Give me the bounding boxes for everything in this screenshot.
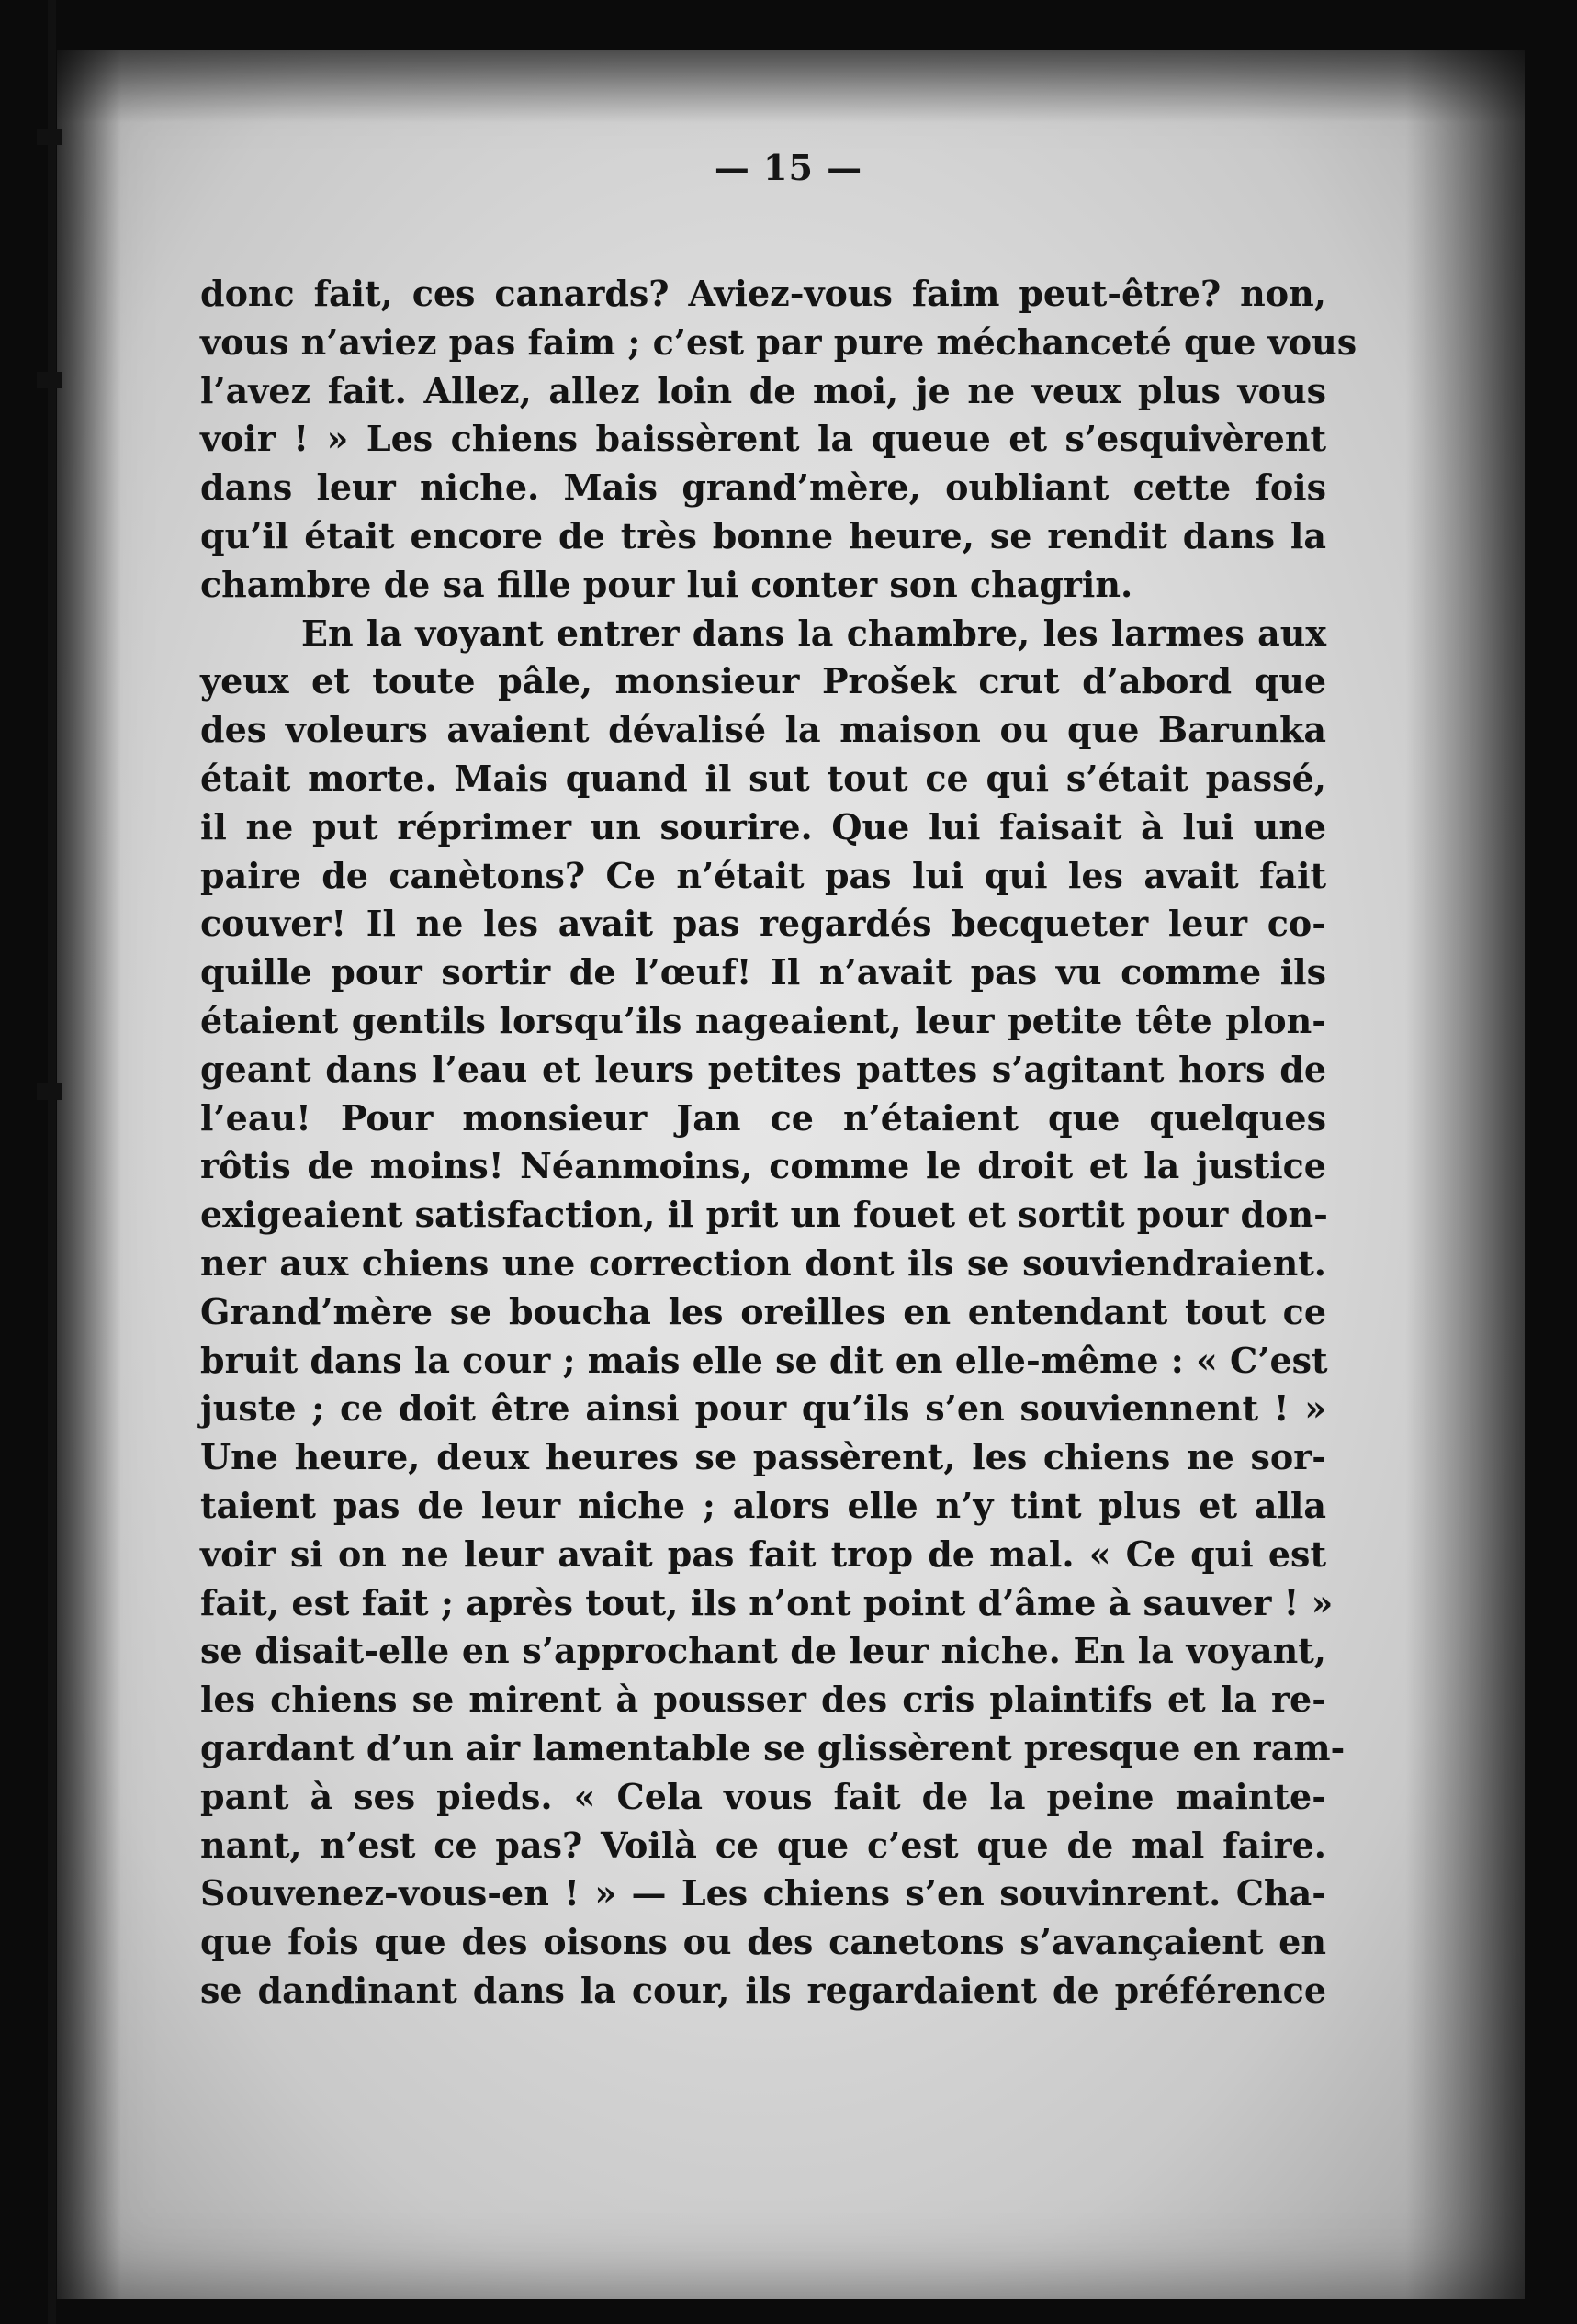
text-line: taient pas de leur niche ; alors elle n’y tint plus et alla — [200, 1484, 1326, 1526]
text-line: pant à ses pieds. « Cela vous fait de la peine mainte- — [200, 1775, 1326, 1817]
text-line: exigeaient satisfaction, il prit un fouet et sortit pour don- — [200, 1194, 1328, 1236]
text-line: qu’il était encore de très bonne heure, se rendit dans la — [200, 514, 1326, 556]
text-line: il ne put réprimer un sourire. Que lui faisait à lui une — [200, 805, 1326, 848]
page-shadow-left — [57, 50, 121, 2299]
text-line: étaient gentils lorsqu’ils nageaient, leur petite tête plon- — [200, 999, 1326, 1041]
text-line: les chiens se mirent à pousser des cris plaintifs et la re- — [200, 1678, 1326, 1721]
text-line: nant, n’est ce pas? Voilà ce que c’est que de mal faire. — [200, 1824, 1326, 1866]
text-line: se dandinant dans la cour, ils regardaient de préférence — [200, 1969, 1326, 2011]
text-line: En la voyant entrer dans la chambre, les larmes aux — [301, 612, 1326, 654]
binding-notch — [37, 129, 62, 145]
text-line: bruit dans la cour ; mais elle se dit en elle-même : « C’est — [200, 1339, 1328, 1381]
binding-notch — [37, 1083, 62, 1100]
text-line: couver! Il ne les avait pas regardés becqueter leur co- — [200, 903, 1326, 945]
text-line: que fois que des oisons ou des canetons s’avançaient en — [200, 1921, 1326, 1963]
text-line: l’eau! Pour monsieur Jan ce n’étaient que quelques — [200, 1096, 1326, 1139]
text-line: quille pour sortir de l’œuf! Il n’avait pas vu comme ils — [200, 951, 1326, 994]
text-line: voir ! » Les chiens baissèrent la queue et s’esquivèrent — [200, 418, 1326, 460]
text-line: rôtis de moins! Néanmoins, comme le droit et la justice — [200, 1145, 1326, 1187]
text-line: donc fait, ces canards? Aviez-vous faim peut-être? non, — [200, 273, 1326, 314]
text-line: l’avez fait. Allez, allez loin de moi, je ne veux plus vous — [200, 369, 1326, 411]
binding-edge — [48, 0, 56, 2324]
text-line: dans leur niche. Mais grand’mère, oubliant cette fois — [200, 466, 1326, 509]
text-line: se disait-elle en s’approchant de leur niche. En la voyant, — [200, 1630, 1326, 1672]
text-line: des voleurs avaient dévalisé la maison ou que Barunka — [200, 709, 1326, 751]
page-shadow-right — [1405, 50, 1525, 2299]
text-line: paire de canètons? Ce n’était pas lui qui les avait fait — [200, 854, 1326, 896]
text-line: yeux et toute pâle, monsieur Prošek crut d’abord que — [200, 660, 1326, 702]
text-line: Souvenez-vous-en ! » — Les chiens s’en souvinrent. Cha- — [200, 1872, 1326, 1914]
text-line: ner aux chiens une correction dont ils se souviendraient. — [200, 1241, 1326, 1284]
text-line: fait, est fait ; après tout, ils n’ont point d’âme à sauver ! » — [200, 1581, 1334, 1623]
page-shadow-top — [57, 50, 1525, 123]
body-text — [200, 270, 1357, 2015]
text-line: juste ; ce doit être ainsi pour qu’ils s’en souviennent ! » — [200, 1387, 1326, 1430]
text-line: chambre de sa fille pour lui conter son chagrin. — [200, 563, 1133, 605]
text-line: Une heure, deux heures se passèrent, les chiens ne sor- — [200, 1436, 1326, 1478]
text-line: voir si on ne leur avait pas fait trop de mal. « Ce qui est — [200, 1532, 1326, 1575]
text-line: Grand’mère se boucha les oreilles en entendant tout ce — [200, 1290, 1326, 1332]
page-number: — 15 — — [714, 147, 863, 188]
text-line: était morte. Mais quand il sut tout ce qui s’était passé, — [200, 757, 1326, 799]
text-line: vous n’aviez pas faim ; c’est par pure méchanceté que vous — [200, 320, 1357, 363]
binding-notch — [37, 372, 62, 388]
text-line: gardant d’un air lamentable se glissèrent presque en ram- — [200, 1726, 1346, 1768]
text-line: geant dans l’eau et leurs petites pattes s’agitant hors de — [200, 1048, 1326, 1090]
